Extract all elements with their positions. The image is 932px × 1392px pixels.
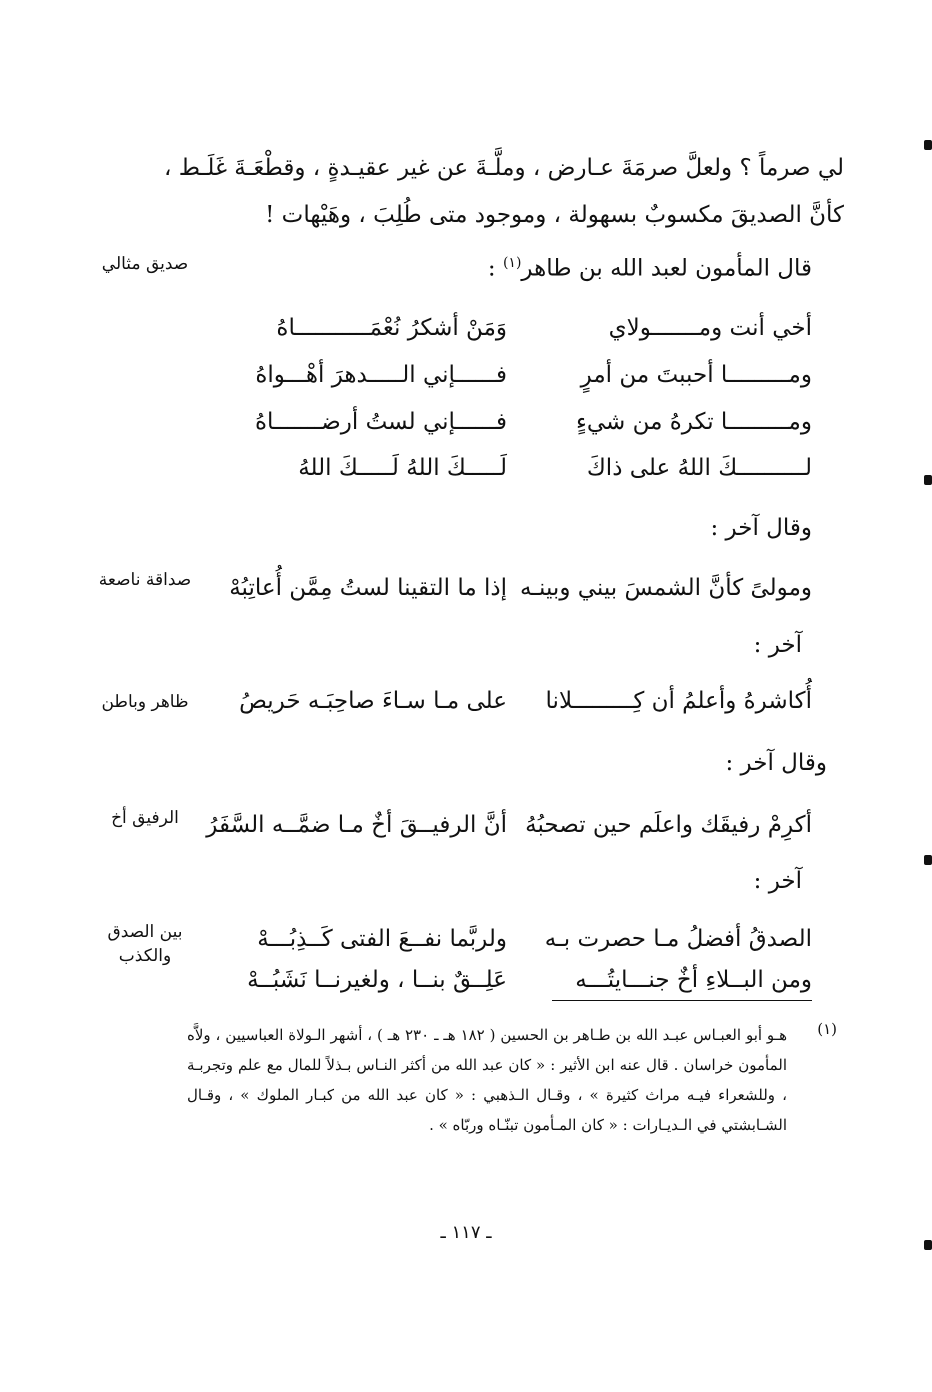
poem1-verse3-sadr: ومـــــــــا تكرهُ من شيءٍ: [576, 409, 812, 435]
margin-note-pure-friendship: صداقة ناصعة: [98, 570, 192, 590]
intro-another-said-1: وقال آخر :: [710, 515, 812, 541]
margin-note-apparent-hidden: ظاهر وباطن: [101, 692, 189, 712]
poem4-sadr: أكرِمْ رفيقَك واعلَم حين تصحبُهُ: [525, 812, 812, 838]
margin-note-truth-lies: [70, 920, 220, 968]
intro-another-3: آخر :: [753, 868, 802, 894]
poem3-ajz: على مـا سـاءَ صاحِبَـه حَريصُ: [239, 688, 507, 714]
poem1-verse4-ajz: لَـــــكَ اللهُ لَـــــكَ اللهُ: [298, 455, 507, 481]
poem1-verse2-ajz: فــــــإني الـــــدهرَ أهْـــواهُ: [255, 362, 507, 388]
edge-mark-middle: [924, 855, 932, 865]
poem4-ajz: أنَّ الرفيــقَ أخٌ مـا ضمَّــه السَّفَرُ: [206, 812, 507, 838]
intro-colon: :: [487, 255, 496, 282]
poem5-verse1-sadr: الصدقُ أفضلُ مـا حصرت بـه: [544, 926, 812, 952]
footnote-text: هـو أبو العبـاس عبـد الله بن طـاهر بن الحسين ( ١٨٢ هـ ـ ٢٣٠ هـ ) ، أشهر الـولاة العباسيين ، ولاَّه المأمون خراسان . قال عنه ابن الأثير : « كان عبد الله من أكثر النـاس بـذلاً للمال مع علم وتجربـة ، وللشعراء فيـه مراث كثيرة » ، وقـال الـذهبي : « كان عبد الله من كبـار الملوك » ، وقـال الشـابشتي في الـديـارات : « كان المـأمون تبنّـاه وربّاه » .: [187, 1026, 787, 1134]
footnote-ref: (١): [502, 255, 522, 271]
poem2-ajz: إذا ما التقينا لستُ مِمَّن أُعاتِبُهْ: [229, 575, 507, 601]
poem1-verse3-ajz: فــــــإني لستُ أرضـــــــاهُ: [255, 409, 507, 435]
edge-mark-top: [924, 140, 932, 150]
page-number: ـ ١١٧ ـ: [440, 1222, 492, 1243]
footnote-separator: [552, 1000, 812, 1001]
poem1-verse2-sadr: ومـــــــــا أحببتَ من أمرٍ: [580, 362, 812, 388]
margin-note-truth-lies-line1: بين الصدق: [107, 922, 183, 942]
prose-line-2: كأنَّ الصديقَ مكسوبٌ بسهولة ، وموجود متى طُلِبَ ، وهَيْهات !: [265, 202, 844, 228]
intro-al-mamun: [488, 255, 812, 282]
margin-note-companion-brother: الرفيق أخ: [111, 808, 179, 828]
intro-text: قال المأمون لعبد الله بن طاهر: [521, 255, 812, 282]
poem2-sadr: ومولىً كأنَّ الشمسَ بيني وبينـه: [519, 575, 812, 601]
poem3-sadr: أُكاشرهُ وأعلمُ أن كِـــــــــلانا: [545, 688, 812, 714]
margin-note-truth-lies-line2: والكذب: [118, 946, 172, 966]
edge-mark-upper: [924, 475, 932, 485]
poem1-verse4-sadr: لــــــــــكَ اللهُ على ذاكَ: [586, 455, 812, 481]
footnote: [187, 1020, 837, 1140]
poem5-verse2-sadr: ومن البــلاءِ أخٌ جنـــايتُـــه: [575, 967, 812, 993]
prose-line-1: لي صرماً ؟ ولعلَّ صرمَةَ عـارض ، وملَّـةَ عن غير عقيـدةٍ ، وقطْعَـةَ غَلَـط ،: [164, 155, 844, 181]
intro-another-said-2: وقال آخر :: [725, 750, 827, 776]
footnote-marker: (١): [817, 1020, 837, 1038]
poem5-verse1-ajz: ولربَّما نفــعَ الفتى كَــذِبُـــهْ: [257, 926, 507, 952]
intro-another-2: آخر :: [753, 632, 802, 658]
poem5-verse2-ajz: عَلِــقٌ بنــا ، ولغيرنــا نَشَبُــهْ: [247, 967, 507, 993]
poem1-verse1-sadr: أخي أنت ومـــــــولاي: [608, 315, 812, 341]
poem1-verse1-ajz: وَمَنْ أشكرُ نُعْمَـــــــــــاهُ: [276, 315, 507, 341]
margin-note-ideal-friend: صديق مثالي: [101, 254, 189, 274]
